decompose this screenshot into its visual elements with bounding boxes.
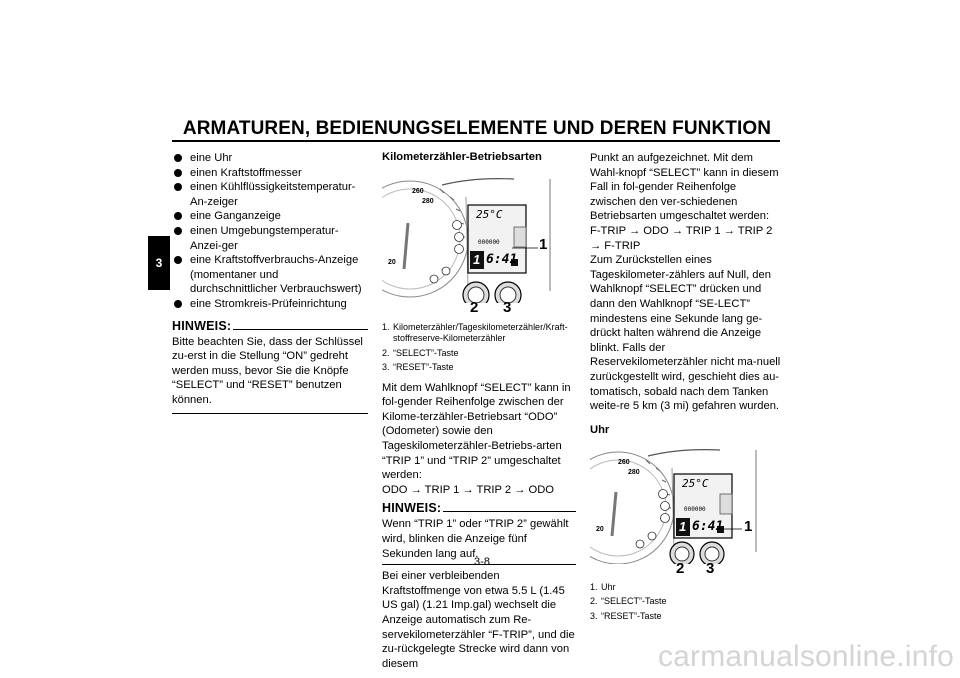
- list-item: eine Uhr: [172, 151, 368, 166]
- section-heading-odometer: Kilometerzähler-Betriebsarten: [382, 151, 542, 163]
- list-item: eine Ganganzeige: [172, 209, 368, 224]
- callout-3: 3: [706, 559, 715, 577]
- title-underline: [172, 140, 780, 142]
- dial-low-mark: 20: [596, 525, 604, 533]
- note-heading: HINWEIS:: [382, 501, 576, 515]
- trip-reset-paragraph: Zum Zurückstellen eines Tageskilometer-zählers auf Null, den Wahlknopf “SELECT” drücken und dann den Wahlknopf “SE-LECT” mindestens eine Sekunde lang ge-drückt halten während die Anzeige blinkt. Falls der Reservekilometerzähler nicht ma-nuell zurückgestellt wird, geschieht dies au-tomatisch, sobald nach dem Tanken weite-re 5 km (3 mi) gefahren wurden.: [590, 254, 781, 413]
- fuel-reserve-paragraph: Bei einer verbleibenden Kraftstoffmenge von etwa 5.5 L (1.45 US gal) (1.21 Imp.gal) wechselt die Anzeige automatisch zum Re-servekilometerzähler “F-TRIP”, und die zu-rückgelegte Strecke wird dann von diesem: [382, 570, 575, 670]
- ftrip-sequence: F-TRIP → ODO → TRIP 1 → TRIP 2 → F-TRIP: [590, 224, 773, 252]
- column-1: [172, 151, 368, 414]
- column-2: [382, 151, 576, 671]
- indicator-lamp-icon: [453, 221, 462, 230]
- note-text: Wenn “TRIP 1” oder “TRIP 2” gewählt wird, blinken die Anzeige fünf Sekunden lang auf.: [382, 518, 569, 560]
- speed-mark-280: 280: [422, 198, 434, 205]
- list-item: eine Stromkreis-Prüfeinrichtung: [172, 297, 368, 312]
- ambient-temperature-readout: 25°C: [476, 208, 503, 221]
- note-text: Bitte beachten Sie, dass der Schlüssel zu-erst in die Stellung “ON” gedreht werden muss, bevor Sie die Knöpfe “SELECT” und “RESET” benutzen können.: [172, 335, 363, 406]
- indicator-lamp-icon: [455, 245, 464, 254]
- list-item: eine Kraftstoffverbrauchs-Anzeige (momentaner und durchschnittlicher Verbrauchswert): [172, 253, 368, 297]
- indicator-lamp-icon: [659, 489, 668, 498]
- instrument-cluster-illustration: [382, 167, 562, 303]
- callout-1: 1: [539, 236, 548, 253]
- indicator-lamp-icon: [442, 267, 450, 275]
- instrument-figure-odometer: [382, 167, 562, 303]
- list-item: einen Kraftstoffmesser: [172, 166, 368, 181]
- callout-3: 3: [503, 299, 512, 316]
- column-3: [590, 151, 784, 622]
- indicator-lamp-icon: [648, 532, 656, 540]
- dial-low-mark: 20: [388, 259, 396, 266]
- page-title: ARMATUREN, BEDIENUNGSELEMENTE UND DEREN FUNKTION: [182, 118, 772, 139]
- indicator-lamp-icon: [455, 233, 464, 242]
- feature-list: [172, 151, 368, 312]
- watermark: carmanualsonline.info: [657, 640, 954, 673]
- bullet-icon: [174, 227, 182, 235]
- bullet-icon: [174, 212, 182, 220]
- note-end-rule: [172, 413, 368, 414]
- figure-captions-odometer: 1. Kilometerzähler/Tageskilometerzähler/Kraft-stoffreserve-Kilometerzähler 2. “SELECT”-Taste 3. “RESET”-Taste: [382, 322, 568, 373]
- ambient-temperature-readout: 25°C: [682, 476, 709, 490]
- bullet-icon: [174, 154, 182, 162]
- page-number: 3-8: [474, 556, 490, 568]
- section-heading-clock: Uhr: [590, 423, 610, 436]
- speed-mark-260: 260: [618, 458, 630, 466]
- callout-2: 2: [470, 299, 479, 316]
- indicator-lamp-icon: [661, 513, 670, 522]
- indicator-lamp-icon: [430, 275, 438, 283]
- indicator-lamp-icon: [636, 540, 644, 548]
- callout-2: 2: [676, 559, 685, 577]
- note-heading: HINWEIS:: [172, 319, 368, 333]
- odometer-readout: 000000: [478, 239, 500, 246]
- clock-readout: 6:41: [692, 518, 724, 534]
- speed-mark-260: 260: [412, 188, 424, 195]
- gear-position-readout: 1: [679, 518, 687, 534]
- bullet-icon: [174, 183, 182, 191]
- bullet-icon: [174, 256, 182, 264]
- speed-mark-280: 280: [628, 468, 640, 476]
- callout-1: 1: [744, 517, 753, 535]
- gear-position-readout: 1: [473, 252, 481, 267]
- bullet-icon: [174, 300, 182, 308]
- list-item: einen Umgebungstemperatur-Anzei-ger: [172, 224, 368, 253]
- odometer-mode-paragraph: Mit dem Wahlknopf “SELECT” kann in fol-gender Reihenfolge zwischen der Kilome-terzähler-Betriebsart “ODO” (Odometer) sowie den Tageskilometerzähler-Betriebs-arten “TRIP 1” und “TRIP 2” umgeschaltet werden:: [382, 381, 571, 482]
- tachometer-needle: [612, 492, 616, 536]
- tachometer-needle: [404, 223, 408, 269]
- odometer-sequence: ODO → TRIP 1 → TRIP 2 → ODO: [382, 483, 554, 496]
- bullet-icon: [174, 169, 182, 177]
- instrument-cluster-illustration: [590, 440, 770, 564]
- ftrip-mode-paragraph: Punkt an aufgezeichnet. Mit dem Wahl-knopf “SELECT” kann in diesem Fall in fol-gender Reihenfolge zwischen den ver-schiedenen Betriebsarten umgeschaltet werden:: [590, 152, 779, 223]
- figure-captions-clock: 1. Uhr 2. “SELECT”-Taste 3. “RESET”-Taste: [590, 581, 667, 621]
- clock-readout: 6:41: [486, 252, 518, 267]
- odometer-readout: 000000: [684, 505, 706, 513]
- chapter-tab: 3: [148, 236, 170, 290]
- indicator-lamp-icon: [661, 501, 670, 510]
- list-item: einen Kühlflüssigkeitstemperatur-An-zeiger: [172, 180, 368, 209]
- instrument-figure-clock: [590, 440, 770, 564]
